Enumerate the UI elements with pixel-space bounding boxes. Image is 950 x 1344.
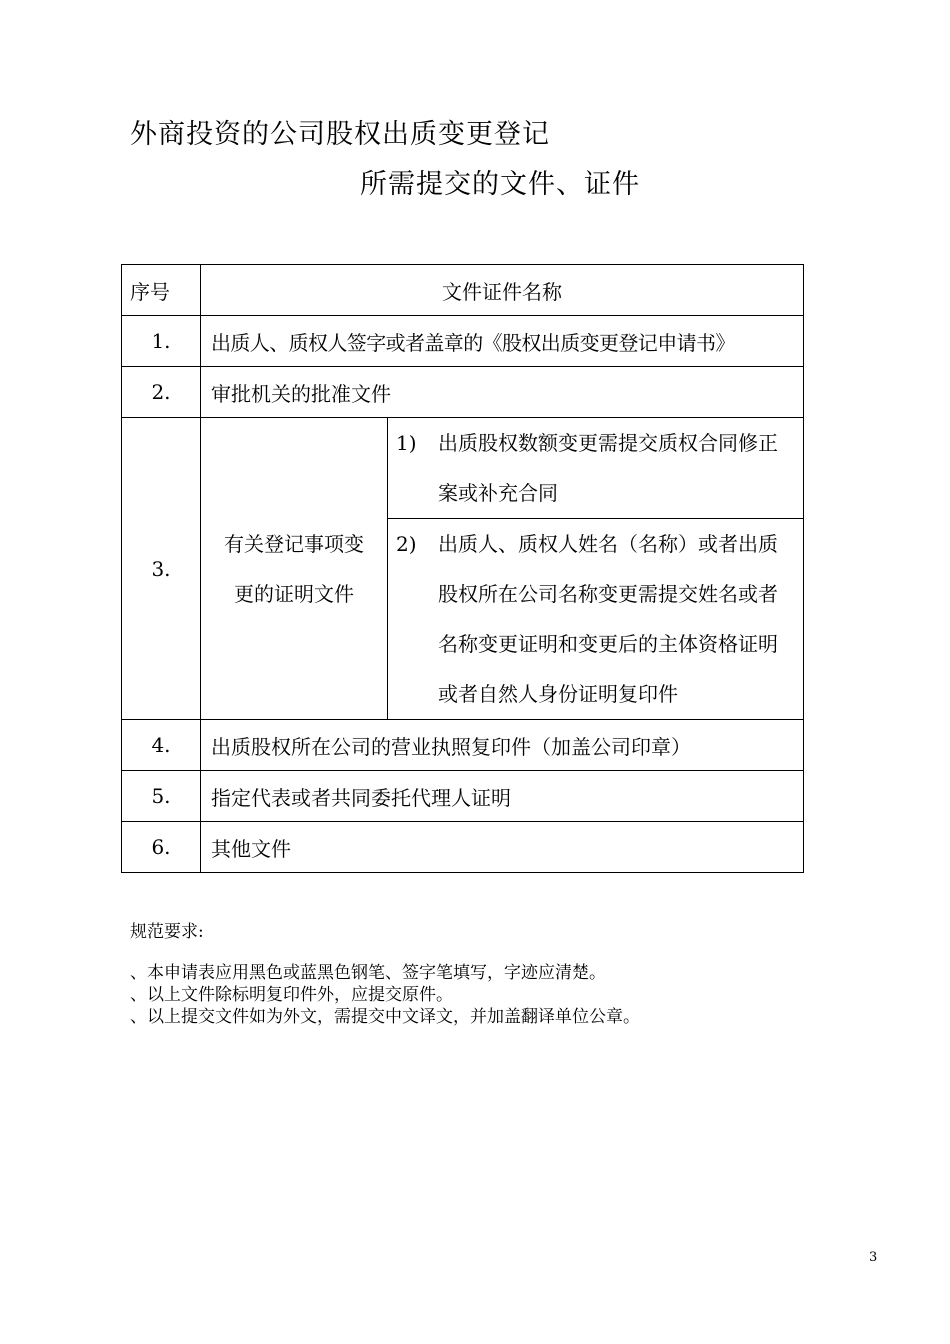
table-row bbox=[122, 771, 804, 822]
row-text: 指定代表或者共同委托代理人证明 bbox=[201, 771, 804, 822]
sub-item bbox=[388, 519, 804, 720]
note-item: 、本申请表应用黑色或蓝黑色钢笔、签字笔填写，字迹应清楚。 bbox=[130, 963, 606, 983]
notes-title: 规范要求: bbox=[130, 922, 204, 942]
row-number: 3. bbox=[122, 418, 201, 720]
row-text: 其他文件 bbox=[201, 822, 804, 873]
row-number: 1. bbox=[122, 316, 201, 367]
row-category-label-line: 更的证明文件 bbox=[234, 581, 354, 606]
table-header-row bbox=[122, 265, 804, 316]
document-title-line1: 外商投资的公司股权出质变更登记 bbox=[130, 119, 550, 150]
row-number: 6. bbox=[122, 822, 201, 873]
table-row bbox=[122, 822, 804, 873]
row-number: 2. bbox=[122, 367, 201, 418]
sub-item-number: 2) bbox=[396, 532, 417, 556]
row-number: 5. bbox=[122, 771, 201, 822]
header-num: 序号 bbox=[122, 265, 201, 316]
row-text: 出质股权所在公司的营业执照复印件（加盖公司印章） bbox=[201, 720, 804, 771]
sub-item-text: 出质股权数额变更需提交质权合同修正案或补充合同 bbox=[438, 431, 778, 505]
row-text: 审批机关的批准文件 bbox=[201, 367, 804, 418]
table-row bbox=[122, 316, 804, 367]
header-name: 文件证件名称 bbox=[201, 265, 804, 316]
sub-item-text: 出质人、质权人姓名（名称）或者出质股权所在公司名称变更需提交姓名或者名称变更证明和变更后的主体资格证明或者自然人身份证明复印件 bbox=[438, 532, 778, 706]
table-row bbox=[122, 720, 804, 771]
requirements-notes bbox=[130, 917, 640, 1028]
note-item: 、以上提交文件如为外文，需提交中文译文，并加盖翻译单位公章。 bbox=[130, 1007, 640, 1027]
documents-table bbox=[121, 264, 804, 873]
sub-item-number: 1) bbox=[396, 431, 417, 455]
row-category-label-line: 有关登记事项变 bbox=[224, 531, 364, 556]
row-category-label bbox=[201, 418, 388, 720]
note-item: 、以上文件除标明复印件外，应提交原件。 bbox=[130, 985, 453, 1005]
row-text: 出质人、质权人签字或者盖章的《股权出质变更登记申请书》 bbox=[201, 316, 804, 367]
table-row bbox=[122, 367, 804, 418]
table-row bbox=[122, 418, 804, 519]
document-title-line2: 所需提交的文件、证件 bbox=[360, 169, 640, 200]
page-number: 3 bbox=[869, 1250, 878, 1265]
sub-item bbox=[388, 418, 804, 519]
row-number: 4. bbox=[122, 720, 201, 771]
